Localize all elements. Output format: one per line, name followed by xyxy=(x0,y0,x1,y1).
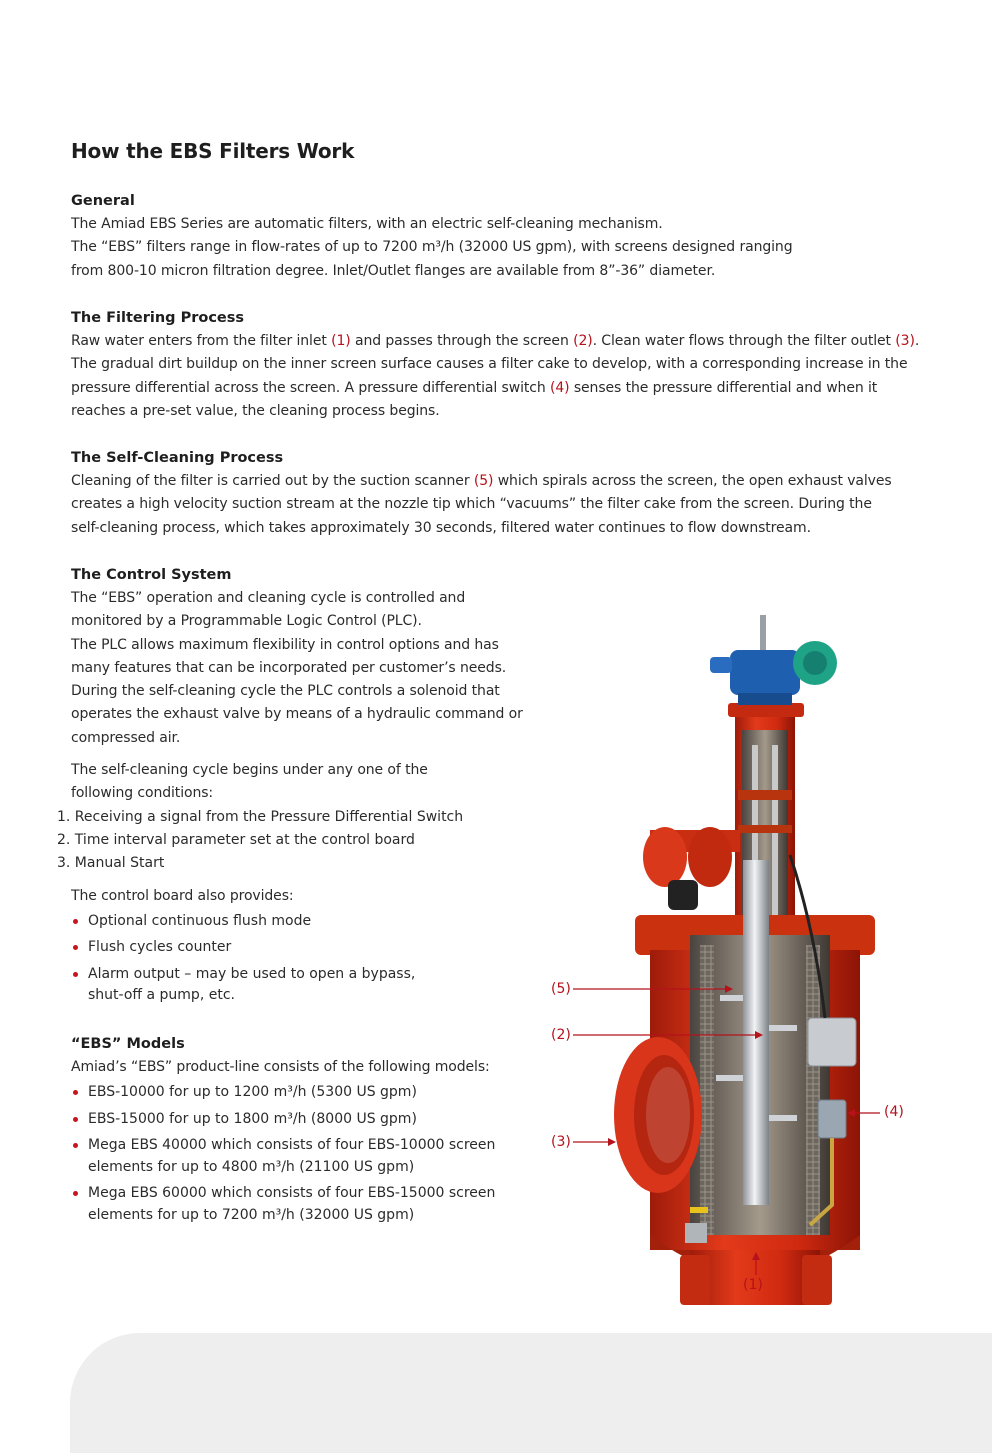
list-item: Optional continuous flush mode xyxy=(71,911,541,933)
control-line: many features that can be incorporated per customer’s needs. xyxy=(71,659,507,676)
self-cleaning-line: Cleaning of the filter is carried out by the suction scanner (5) which spirals across the screen, the open exhaust valves xyxy=(71,473,892,489)
self-cleaning-heading: The Self-Cleaning Process xyxy=(71,450,284,466)
motor-icon xyxy=(710,615,837,705)
general-line: from 800-10 micron filtration degree. Inlet/Outlet flanges are available from 8”-36” diameter. xyxy=(71,262,716,279)
ref-3: (3) xyxy=(895,333,915,349)
control-line: operates the exhaust valve by means of a hydraulic command or xyxy=(71,706,523,723)
models-heading: “EBS” Models xyxy=(71,1036,185,1052)
control-line: following conditions: xyxy=(71,785,214,802)
bullet-icon xyxy=(73,945,78,950)
page-title: How the EBS Filters Work xyxy=(71,139,355,163)
bullet-icon xyxy=(73,1117,78,1122)
footer-band xyxy=(70,1333,992,1453)
callout-1: (1) xyxy=(743,1277,763,1293)
ref-4: (4) xyxy=(549,379,570,396)
bullet-icon xyxy=(73,1090,78,1095)
control-heading: The Control System xyxy=(71,567,232,583)
list-item: 2. Time interval parameter set at the control board xyxy=(57,831,415,848)
filtering-line: Raw water enters from the filter inlet (1) and passes through the screen (2). Clean water flows through the filter outlet (3). xyxy=(71,333,920,349)
list-item: 1. Receiving a signal from the Pressure Differential Switch xyxy=(57,808,464,825)
models-list xyxy=(71,1082,541,1226)
callout-3: (3) xyxy=(551,1134,571,1150)
bullet-icon xyxy=(73,1143,78,1148)
models-intro: Amiad’s “EBS” product-line consists of the following models: xyxy=(71,1059,490,1075)
control-provides: The control board also provides: xyxy=(71,887,294,904)
section-control-system xyxy=(57,564,541,1012)
control-line: The “EBS” operation and cleaning cycle is controlled and xyxy=(71,590,466,606)
list-item: 3. Manual Start xyxy=(57,855,165,872)
general-heading: General xyxy=(71,193,135,209)
filtering-heading: The Filtering Process xyxy=(71,310,245,326)
callout-2: (2) xyxy=(551,1027,571,1043)
bullet-icon xyxy=(73,972,78,977)
control-line: The PLC allows maximum flexibility in control options and has xyxy=(71,636,499,653)
list-item: EBS-15000 for up to 1800 m³/h (8000 US gpm) xyxy=(71,1109,541,1131)
list-item: Alarm output – may be used to open a bypass, shut-off a pump, etc. xyxy=(71,964,541,1007)
list-item: EBS-10000 for up to 1200 m³/h (5300 US gpm) xyxy=(71,1082,541,1104)
filtering-line: The gradual dirt buildup on the inner screen surface causes a filter cake to develop, with a corresponding increase in the xyxy=(71,356,908,373)
self-cleaning-line: creates a high velocity suction stream at the nozzle tip which “vacuums” the filter cake from the screen. During the xyxy=(71,496,872,513)
drain-valve xyxy=(685,1223,707,1243)
control-line: compressed air. xyxy=(71,729,181,746)
features-list xyxy=(71,911,541,1007)
exhaust-valve-icon xyxy=(643,827,740,910)
section-models xyxy=(71,1033,541,1231)
list-item: Flush cycles counter xyxy=(71,937,541,959)
self-cleaning-line: self-cleaning process, which takes approximately 30 seconds, filtered water continues to flow downstream. xyxy=(71,519,811,536)
section-filtering xyxy=(71,307,919,423)
callout-5: (5) xyxy=(551,981,571,997)
general-line: The “EBS” filters range in flow-rates of up to 7200 m³/h (32000 US gpm), with screens designed ranging xyxy=(71,239,793,256)
control-line: monitored by a Programmable Logic Control (PLC). xyxy=(71,613,422,630)
filtering-line: pressure differential across the screen. A pressure differential switch (4) senses the pressure differential and when it xyxy=(71,379,878,396)
ref-1: (1) xyxy=(331,333,351,349)
list-item: Mega EBS 40000 which consists of four EBS-10000 screen elements for up to 4800 m³/h (21100 US gpm) xyxy=(71,1135,541,1178)
control-box xyxy=(808,1018,856,1066)
ref-5: (5) xyxy=(473,473,494,489)
section-self-cleaning xyxy=(71,447,892,540)
control-line: During the self-cleaning cycle the PLC controls a solenoid that xyxy=(71,683,500,700)
conditions-list xyxy=(57,806,541,876)
bullet-icon xyxy=(73,919,78,924)
pressure-switch xyxy=(818,1100,846,1138)
section-general xyxy=(71,190,793,283)
ebs-filter-illustration xyxy=(540,595,920,1315)
bullet-icon xyxy=(73,1191,78,1196)
list-item: Mega EBS 60000 which consists of four EBS-15000 screen elements for up to 7200 m³/h (32000 US gpm) xyxy=(71,1183,541,1226)
general-line: The Amiad EBS Series are automatic filters, with an electric self-cleaning mechanism. xyxy=(71,216,663,232)
filtering-line: reaches a pre-set value, the cleaning process begins. xyxy=(71,402,440,419)
ref-2: (2) xyxy=(573,333,593,349)
callout-4: (4) xyxy=(884,1104,904,1120)
control-line: The self-cleaning cycle begins under any one of the xyxy=(71,762,428,779)
